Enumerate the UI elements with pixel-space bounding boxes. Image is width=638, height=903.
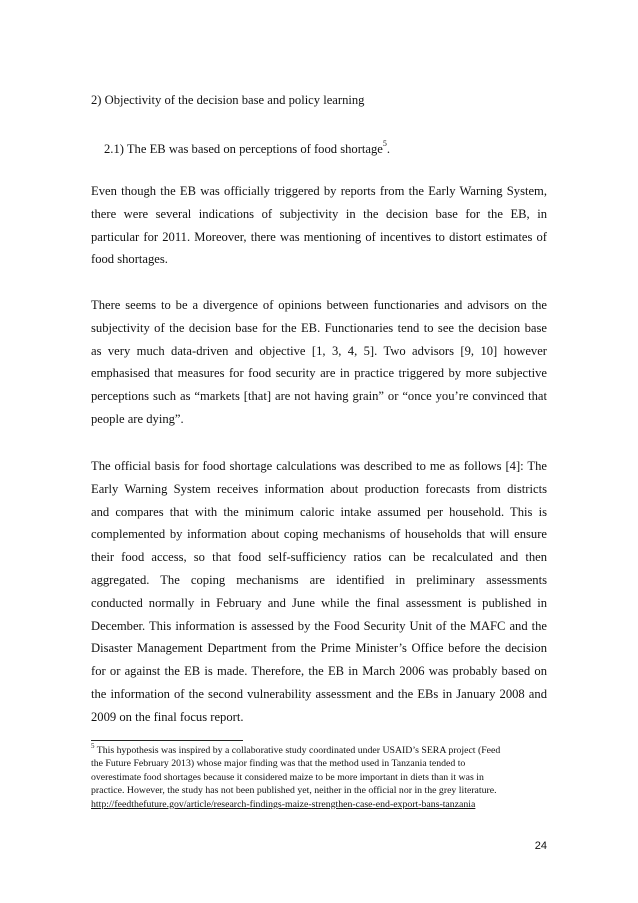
footnote-line: overestimate food shortages because it considered maize to be more important in diets than it was in — [91, 771, 484, 783]
footnote-link[interactable]: http://feedthefuture.gov/article/research-findings-maize-strengthen-case-end-export-bans-tanzania — [91, 798, 476, 810]
page-number: 24 — [534, 840, 547, 852]
footnote-reference[interactable]: 5 — [382, 138, 387, 148]
paragraph-line: subjectivity of the decision base for the EB. Functionaries tend to see the decision base — [91, 320, 547, 335]
paragraph-line: The official basis for food shortage calculations was described to me as follows [4]: The — [91, 459, 547, 473]
paragraph-line: December. This information is assessed by the Food Security Unit of the MAFC and the — [91, 618, 547, 633]
paragraph-line: there were several indications of subjectivity in the decision base for the EB, in — [91, 206, 547, 221]
paragraph-line: for or against the EB is made. Therefore, the EB in March 2006 was probably based on — [91, 664, 547, 679]
paragraph-line: perceptions such as “markets [that] are not having grain” or “once you’re convinced that — [91, 389, 547, 404]
paragraph-line: emphasised that measures for food security are in practice triggered by more subjective — [91, 366, 547, 381]
subsection-heading-trailing: . — [386, 142, 391, 156]
paragraph-line: Even though the EB was officially triggered by reports from the Early Warning System, — [91, 184, 547, 198]
paragraph-line: There seems to be a divergence of opinions between functionaries and advisors on the — [91, 298, 547, 312]
paragraph-line: Disaster Management Department from the Prime Minister’s Office before the decision — [91, 641, 547, 656]
paragraph-divergence — [91, 294, 547, 431]
section-heading: 2) Objectivity of the decision base and policy learning — [91, 93, 365, 107]
paragraph-line: and compares that with the minimum caloric intake assumed per household. This is — [91, 504, 547, 519]
footnote-line — [91, 741, 547, 757]
paragraph-official-basis — [91, 455, 547, 729]
footnote-line — [91, 798, 547, 811]
paragraph-early-warning — [91, 180, 547, 271]
paragraph-line: aggregated. The coping mechanisms are identified in preliminary assessments — [91, 572, 547, 587]
footnote-line-text: This hypothesis was inspired by a collaborative study coordinated under USAID’s SERA project (Feed — [94, 745, 501, 756]
paragraph-line: conducted normally in February and June while the final assessment is published in — [91, 595, 547, 610]
paragraph-line: food shortages. — [91, 252, 168, 267]
paragraph-line: the information of the second vulnerability assessment and the EBs in January 2008 and — [91, 686, 547, 701]
footnote-divider — [91, 740, 243, 741]
footnote — [91, 741, 547, 811]
paragraph-line: Early Warning System receives information about production forecasts from districts — [91, 481, 547, 496]
paragraph-line: their food access, so that food self-sufficiency ratios can be recalculated and then — [91, 550, 547, 565]
paragraph-line: 2009 on the final focus report. — [91, 709, 244, 724]
paragraph-line: people are dying”. — [91, 411, 184, 426]
subsection-heading-text: 2.1) The EB was based on perceptions of food shortage — [104, 142, 383, 156]
footnote-line: practice. However, the study has not been published yet, neither in the official nor in the grey literature. — [91, 785, 497, 797]
subsection-heading — [104, 138, 391, 157]
footnote-line: the Future February 2013) whose major finding was that the method used in Tanzania tended to — [91, 758, 466, 770]
paragraph-line: as very much data-driven and objective [1, 3, 4, 5]. Two advisors [9, 10] however — [91, 343, 547, 358]
paragraph-line: particular for 2011. Moreover, there was mentioning of incentives to distort estimates of — [91, 229, 547, 244]
paragraph-line: complemented by information about coping mechanisms of households that will ensure — [91, 527, 547, 542]
footnote-number: 5 — [91, 741, 95, 750]
